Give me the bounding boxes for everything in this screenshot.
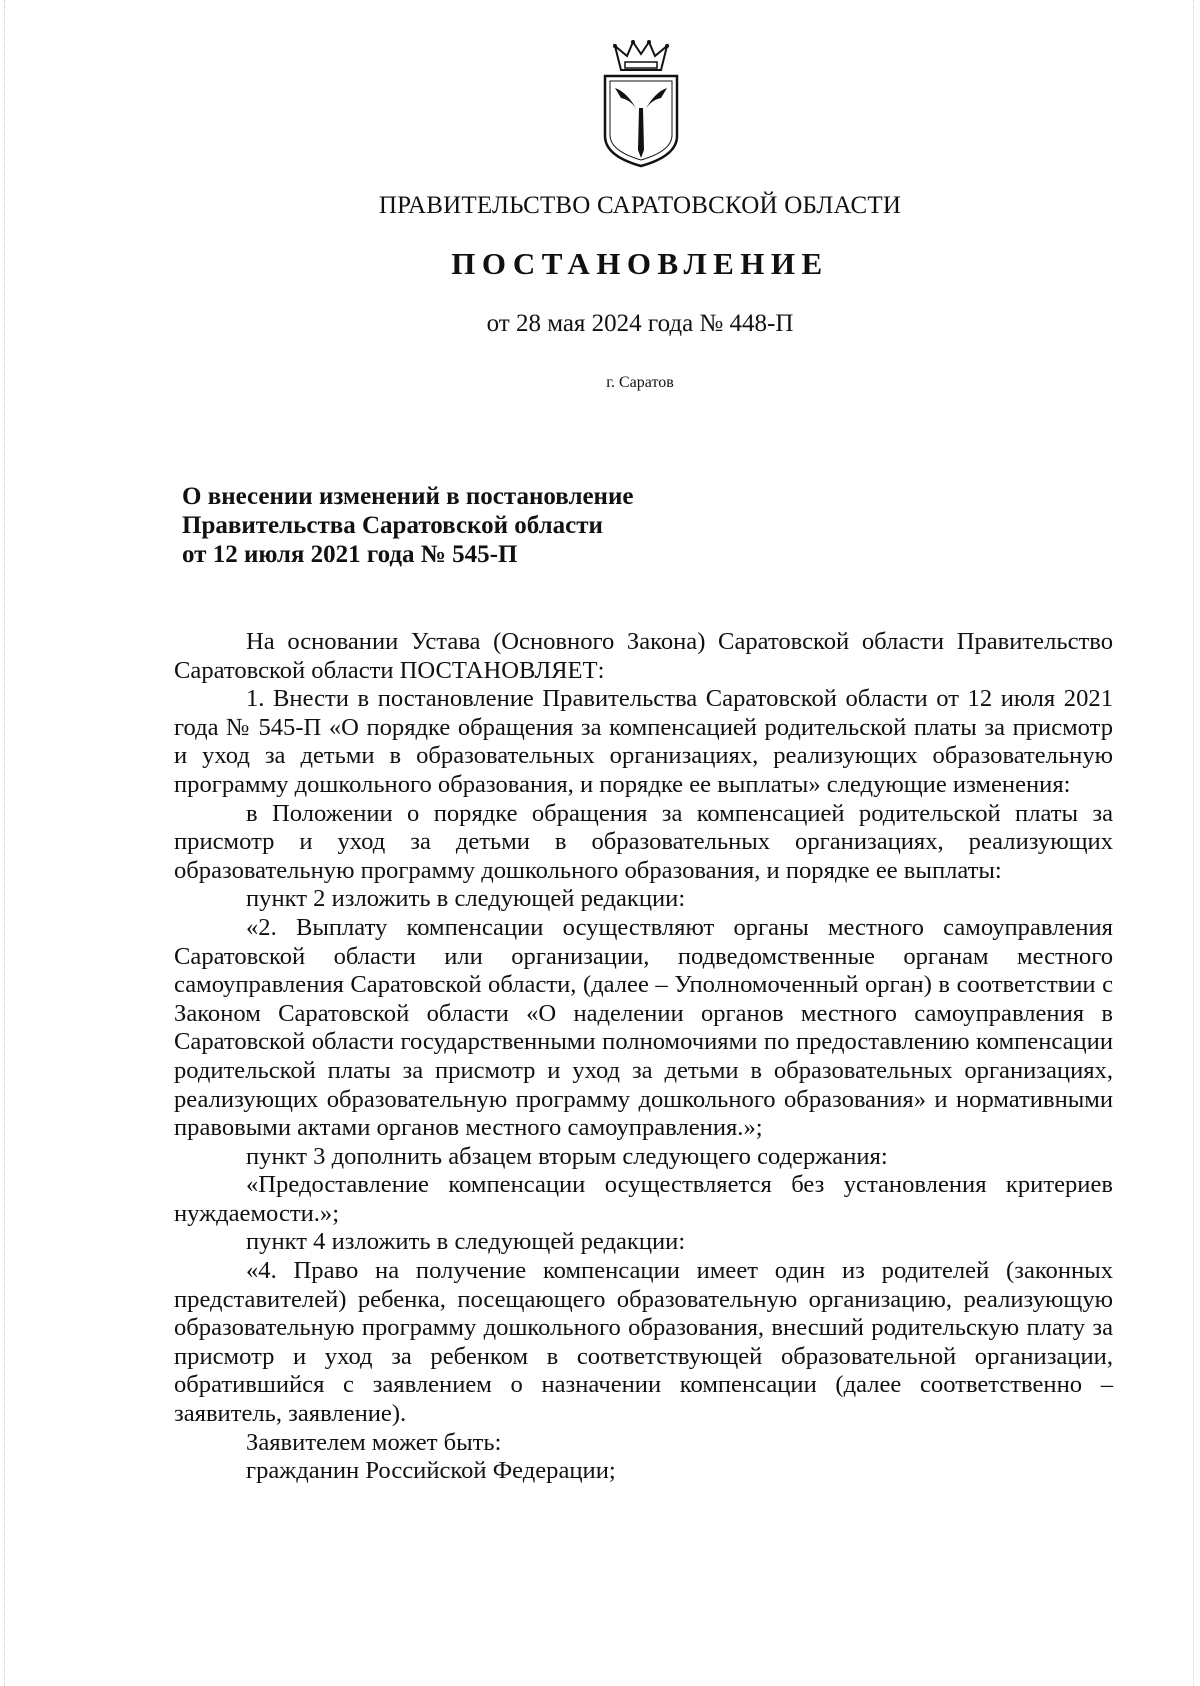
applicant-intro: Заявителем может быть:: [246, 1428, 502, 1456]
item-1-paragraph: 1. Внести в постановление Правительства Саратовской области от 12 июля 2021 года № 545-П «О порядке обращения за компенсацией родительской платы за присмотр и уход за детьми в образовательных организациях, реализующих образовательную программу дошкольного образования, и порядке ее выплаты» следующие изменения:: [174, 685, 1113, 798]
point-2-intro: пункт 2 изложить в следующей редакции:: [246, 885, 686, 913]
document-type: ПОСТАНОВЛЕНИЕ: [451, 246, 829, 281]
point-2-text: «2. Выплату компенсации осуществляют органы местного самоуправления Саратовской области или организации, подведомственные органам местного самоуправления Саратовской области, (далее – Уполномоченный орган) в соответствии с Законом Саратовской области «О наделении органов местного самоуправления в Саратовской области государственными полномочиями по предоставлению компенсации родительской платы за присмотр и уход за детьми в образовательных организациях, реализующих образовательную программу дошкольного образования» и нормативными правовыми актами органов местного самоуправления.»;: [174, 913, 1113, 1142]
applicant-item-1: гражданин Российской Федерации;: [246, 1457, 616, 1485]
organization-name: ПРАВИТЕЛЬСТВО САРАТОВСКОЙ ОБЛАСТИ: [378, 192, 902, 219]
title-line: О внесении изменений в постановление: [182, 483, 634, 510]
title-line: от 12 июля 2021 года № 545-П: [182, 541, 518, 568]
point-3-intro: пункт 3 дополнить абзацем вторым следующего содержания:: [246, 1142, 888, 1170]
regulation-intro-paragraph: в Положении о порядке обращения за компенсацией родительской платы за присмотр и уход за детьми в образовательных организациях, реализующих образовательную программу дошкольного образования, и порядке ее выплаты:: [174, 799, 1113, 884]
preamble-paragraph: На основании Устава (Основного Закона) Саратовской области Правительство Саратовской области ПОСТАНОВЛЯЕТ:: [174, 628, 1113, 684]
document-body: [174, 628, 1113, 1486]
document-city: г. Саратов: [606, 374, 674, 391]
title-line: Правительства Саратовской области: [182, 512, 603, 539]
point-3-text: «Предоставление компенсации осуществляется без установления критериев нуждаемости.»;: [174, 1171, 1113, 1227]
point-4-text: «4. Право на получение компенсации имеет один из родителей (законных представителей) ребенка, посещающего образовательную организацию, реализующую образовательную программу дошкольного образования, внесший родительскую плату за присмотр и уход за ребенком в соответствующей образовательной организации, обратившийся с заявлением о назначении компенсации (далее соответственно – заявитель, заявление).: [174, 1257, 1113, 1428]
document-date-number: от 28 мая 2024 года № 448-П: [486, 310, 794, 337]
document-title: [182, 482, 882, 569]
point-4-intro: пункт 4 изложить в следующей редакции:: [246, 1228, 686, 1256]
saratov-coat-of-arms-icon: [601, 40, 681, 168]
